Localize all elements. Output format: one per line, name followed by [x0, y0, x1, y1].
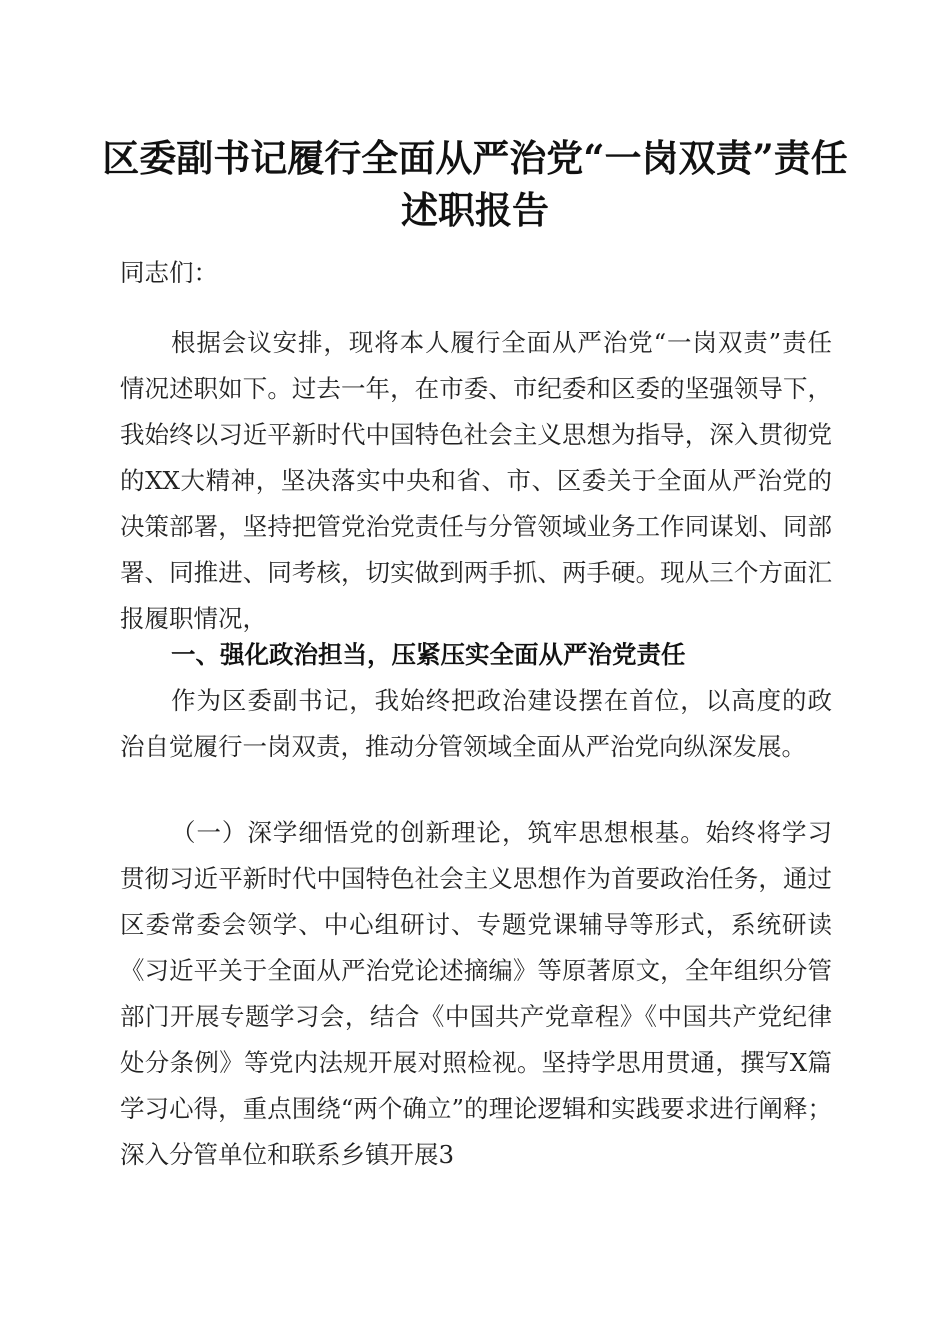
- section-heading-1: 一、强化政治担当，压紧压实全面从严治党责任: [171, 640, 686, 669]
- paragraph-subsection-1: （一）深学细悟党的创新理论，筑牢思想根基。始终将学习贯彻习近平新时代中国特色社会主义思想作为首要政治任务，通过区委常委会领学、中心组研讨、专题党课辅导等形式，系统研读《习近平关于全面从严治党论述摘编》等原著原文，全年组织分管部门开展专题学习会，结合《中国共产党章程》《中国共产党纪律处分条例》等党内法规开展对照检视。坚持学思用贯通，撰写X篇学习心得，重点围绕“两个确立”的理论逻辑和实践要求进行阐释；深入分管单位和联系乡镇开展3: [120, 818, 832, 1169]
- salutation: 同志们：: [120, 258, 218, 287]
- paragraph-section-1-intro: 作为区委副书记，我始终把政治建设摆在首位，以高度的政治自觉履行一岗双责，推动分管领域全面从严治党向纵深发展。: [120, 686, 832, 761]
- document-title: 区委副书记履行全面从严治党“一岗双责”责任述职报告: [102, 136, 848, 232]
- paragraph-intro: 根据会议安排，现将本人履行全面从严治党“一岗双责”责任情况述职如下。过去一年，在市委、市纪委和区委的坚强领导下，我始终以习近平新时代中国特色社会主义思想为指导，深入贯彻党的XX大精神，坚决落实中央和省、市、区委关于全面从严治党的决策部署，坚持把管党治党责任与分管领域业务工作同谋划、同部署、同推进、同考核，切实做到两手抓、两手硬。现从三个方面汇报履职情况，: [120, 328, 832, 633]
